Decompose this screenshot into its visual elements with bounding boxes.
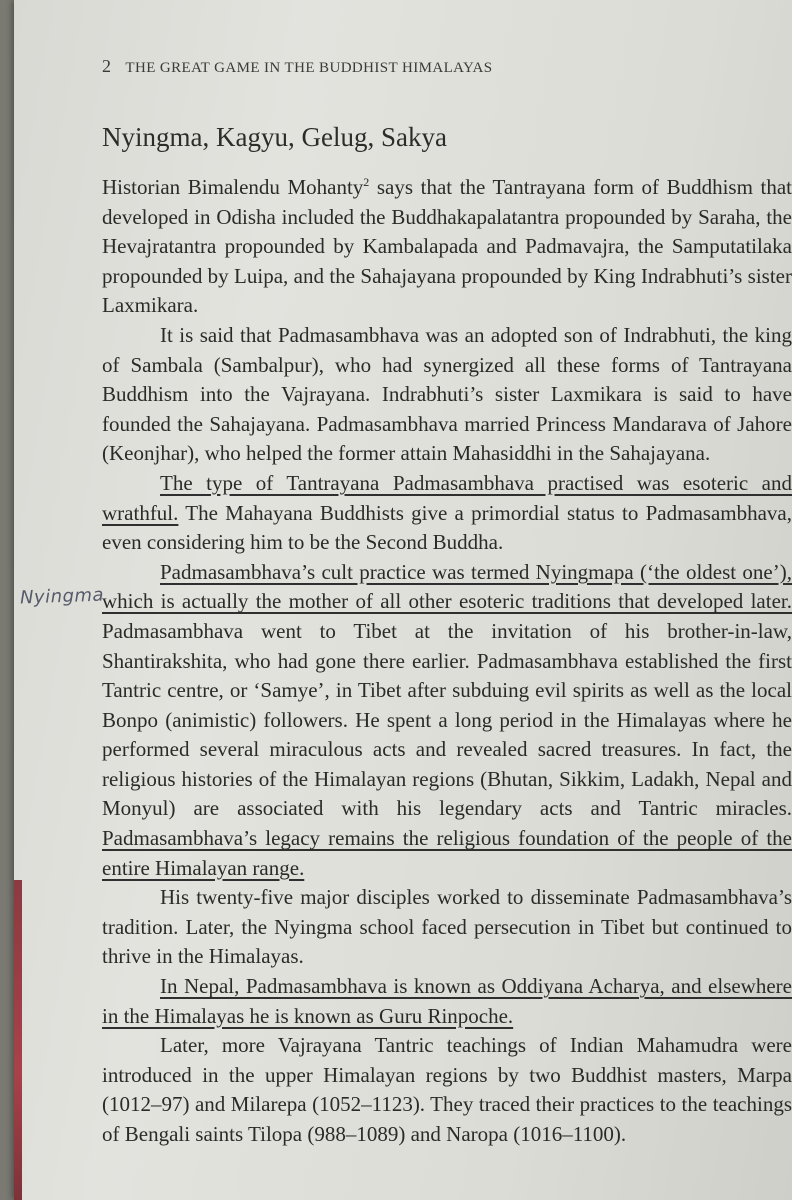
section-heading: Nyingma, Kagyu, Gelug, Sakya	[102, 122, 447, 152]
book-title: THE GREAT GAME IN THE BUDDHIST HIMALAYAS	[125, 60, 493, 76]
body-text	[102, 173, 792, 1150]
running-head	[102, 56, 493, 77]
page-number: 2	[102, 56, 112, 76]
paragraph-2: It is said that Padmasambhava was an adopted son of Indrabhuti, the king of Sambala (Sambalpur), who had synergized all these forms of Tantrayana Buddhism into the Vajrayana. Indrabhuti’s sister Laxmikara is said to have founded the Sahajayana. Padmasambhava married Princess Mandarava of Jahore (Keonjhar), who helped the former attain Mahasiddhi in the Sahajayana.	[102, 322, 792, 466]
paragraph-6	[102, 972, 792, 1031]
book-page	[14, 0, 792, 1200]
footnote-marker: 2	[363, 175, 370, 189]
underlined-passage: In Nepal, Padmasambhava is known as Oddiyana Acharya, and elsewhere in the Himalayas he is known as Guru Rinpoche.	[102, 974, 792, 1028]
underlined-passage: Padmasambhava’s cult practice was termed Nyingmapa (‘the oldest one’), which is actually the mother of all other esoteric traditions that developed later.	[102, 559, 792, 614]
paragraph-1: Historian Bimalendu Mohanty$^2$ says that the Tantrayana form of Buddhism that developed in Odisha included the Buddhakapalatantra propounded by Saraha, the Hevajratantra propounded by Kambalapada and Padmavajra, the Samputatilaka propounded by Luipa, and the Sahajayana propounded by King Indrabhuti’s sister Laxmikara.	[102, 175, 792, 318]
book-cover-edge	[14, 880, 22, 1200]
underlined-passage: Padmasambhava’s legacy remains the religious foundation of the people of the entire Himalayan range.	[102, 826, 792, 880]
paragraph-7: Later, more Vajrayana Tantric teachings of Indian Mahamudra were introduced in the upper Himalayan regions by two Buddhist masters, Marpa (1012–97) and Milarepa (1052–1123). They traced their practices to the teachings of Bengali saints Tilopa (988–1089) and Naropa (1016–1100).	[102, 1033, 792, 1146]
paragraph-4: Padmasambhava’s cult practice was termed Nyingmapa (‘the oldest one’), which is actually the mother of all other esoteric traditions that developed later. Padmasambhava went to Tibet at the invitation of his brother-in-law, Shantirakshita, who had gone there earlier. Padmasambhava established the first Tantric centre, or ‘Samye’, in Tibet after subduing evil spirits as well as the local Bonpo (animistic) followers. He spent a long period in the Himalayas where he performed several miraculous acts and revealed sacred treasures. In fact, the religious histories of the Himalayan regions (Bhutan, Sikkim, Ladakh, Nepal and Monyul) are associated with his legendary acts and Tantric miracles. Padmasambhava’s legacy remains the religious foundation of the people of the entire Himalayan range.	[102, 559, 792, 880]
paragraph-3: The type of Tantrayana Padmasambhava practised was esoteric and wrathful. The Mahayana Buddhists give a primordial status to Padmasambhava, even considering him to be the Second Buddha.	[102, 470, 792, 555]
paragraph-5: His twenty-five major disciples worked to disseminate Padmasambhava’s tradition. Later, the Nyingma school faced persecution in Tibet but continued to thrive in the Himalayas.	[102, 885, 792, 969]
underlined-passage: The type of Tantrayana Padmasambhava practised was esoteric and wrathful.	[102, 470, 792, 525]
handwritten-margin-note: Nyingma	[19, 584, 105, 609]
